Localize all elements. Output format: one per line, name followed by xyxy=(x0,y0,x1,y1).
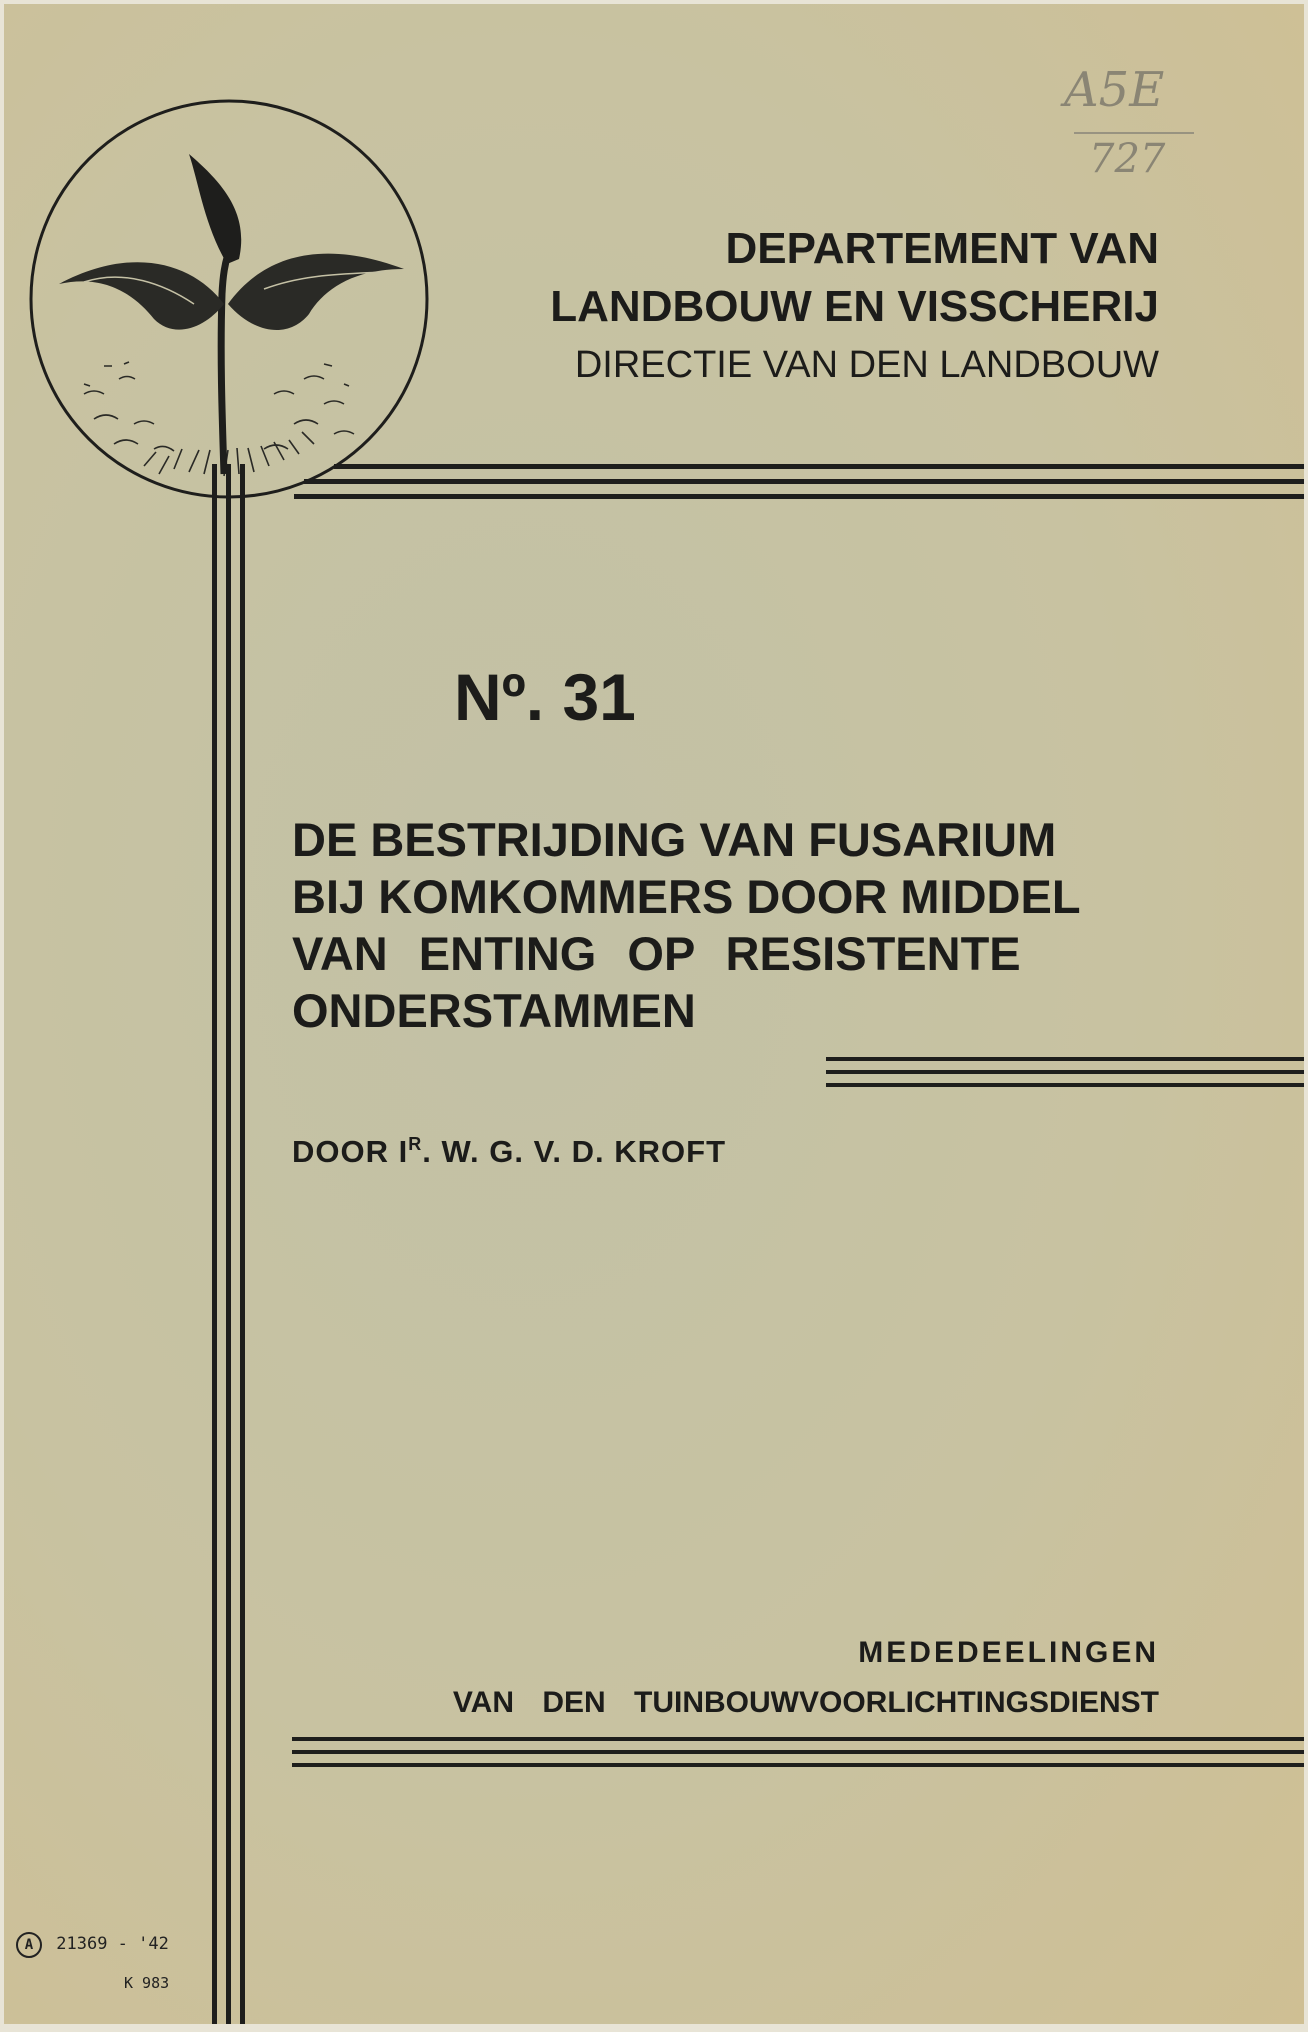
header-directorate: DIRECTIE VAN DEN LANDBOUW xyxy=(574,344,1159,386)
middle-rule-2 xyxy=(826,1070,1304,1074)
title-line-1: DE BESTRIJDING VAN FUSARIUM xyxy=(292,813,1057,866)
author-name: . W. G. V. D. KROFT xyxy=(422,1134,727,1169)
seedling-emblem-icon xyxy=(24,94,434,504)
handwritten-mark-bottom: 727 xyxy=(1089,136,1166,182)
bottom-rule-3 xyxy=(292,1763,1304,1767)
handwritten-mark-top: A5E xyxy=(1064,62,1165,118)
middle-rule-1 xyxy=(826,1057,1304,1061)
printer-code: 21369 - '42 xyxy=(56,1934,169,1954)
series-subtitle: VAN DEN TUINBOUWVOORLICHTINGSDIENST xyxy=(452,1686,1159,1719)
title-line-3: VAN ENTING OP RESISTENTE xyxy=(292,927,1021,980)
author-prefix: DOOR I xyxy=(292,1134,409,1169)
header-ministry: LANDBOUW EN VISSCHERIJ xyxy=(550,282,1159,331)
vertical-rule-3 xyxy=(240,464,245,2024)
middle-rule-3 xyxy=(826,1083,1304,1087)
title-line-2: BIJ KOMKOMMERS DOOR MIDDEL xyxy=(292,870,1081,923)
author-title-superscript: R xyxy=(408,1134,423,1154)
header-department: DEPARTEMENT VAN xyxy=(725,224,1159,273)
printer-ref: K 983 xyxy=(124,1974,170,1992)
title-line-4: ONDERSTAMMEN xyxy=(292,984,696,1037)
vertical-rule-1 xyxy=(212,464,217,2024)
bottom-rule-2 xyxy=(292,1750,1304,1754)
cover-page xyxy=(4,4,1304,2024)
printer-mark-icon: A xyxy=(16,1932,42,1958)
top-rule-2 xyxy=(304,479,1304,484)
vertical-rule-2 xyxy=(226,464,231,2024)
publication-number: Nº. 31 xyxy=(454,660,636,734)
author-line xyxy=(292,1134,726,1170)
printer-imprint xyxy=(16,1932,169,1958)
handwritten-underline xyxy=(1074,132,1194,134)
series-title: MEDEDEELINGEN xyxy=(858,1636,1159,1669)
top-rule-1 xyxy=(334,464,1304,469)
bottom-rule-1 xyxy=(292,1737,1304,1741)
top-rule-3 xyxy=(294,494,1304,499)
